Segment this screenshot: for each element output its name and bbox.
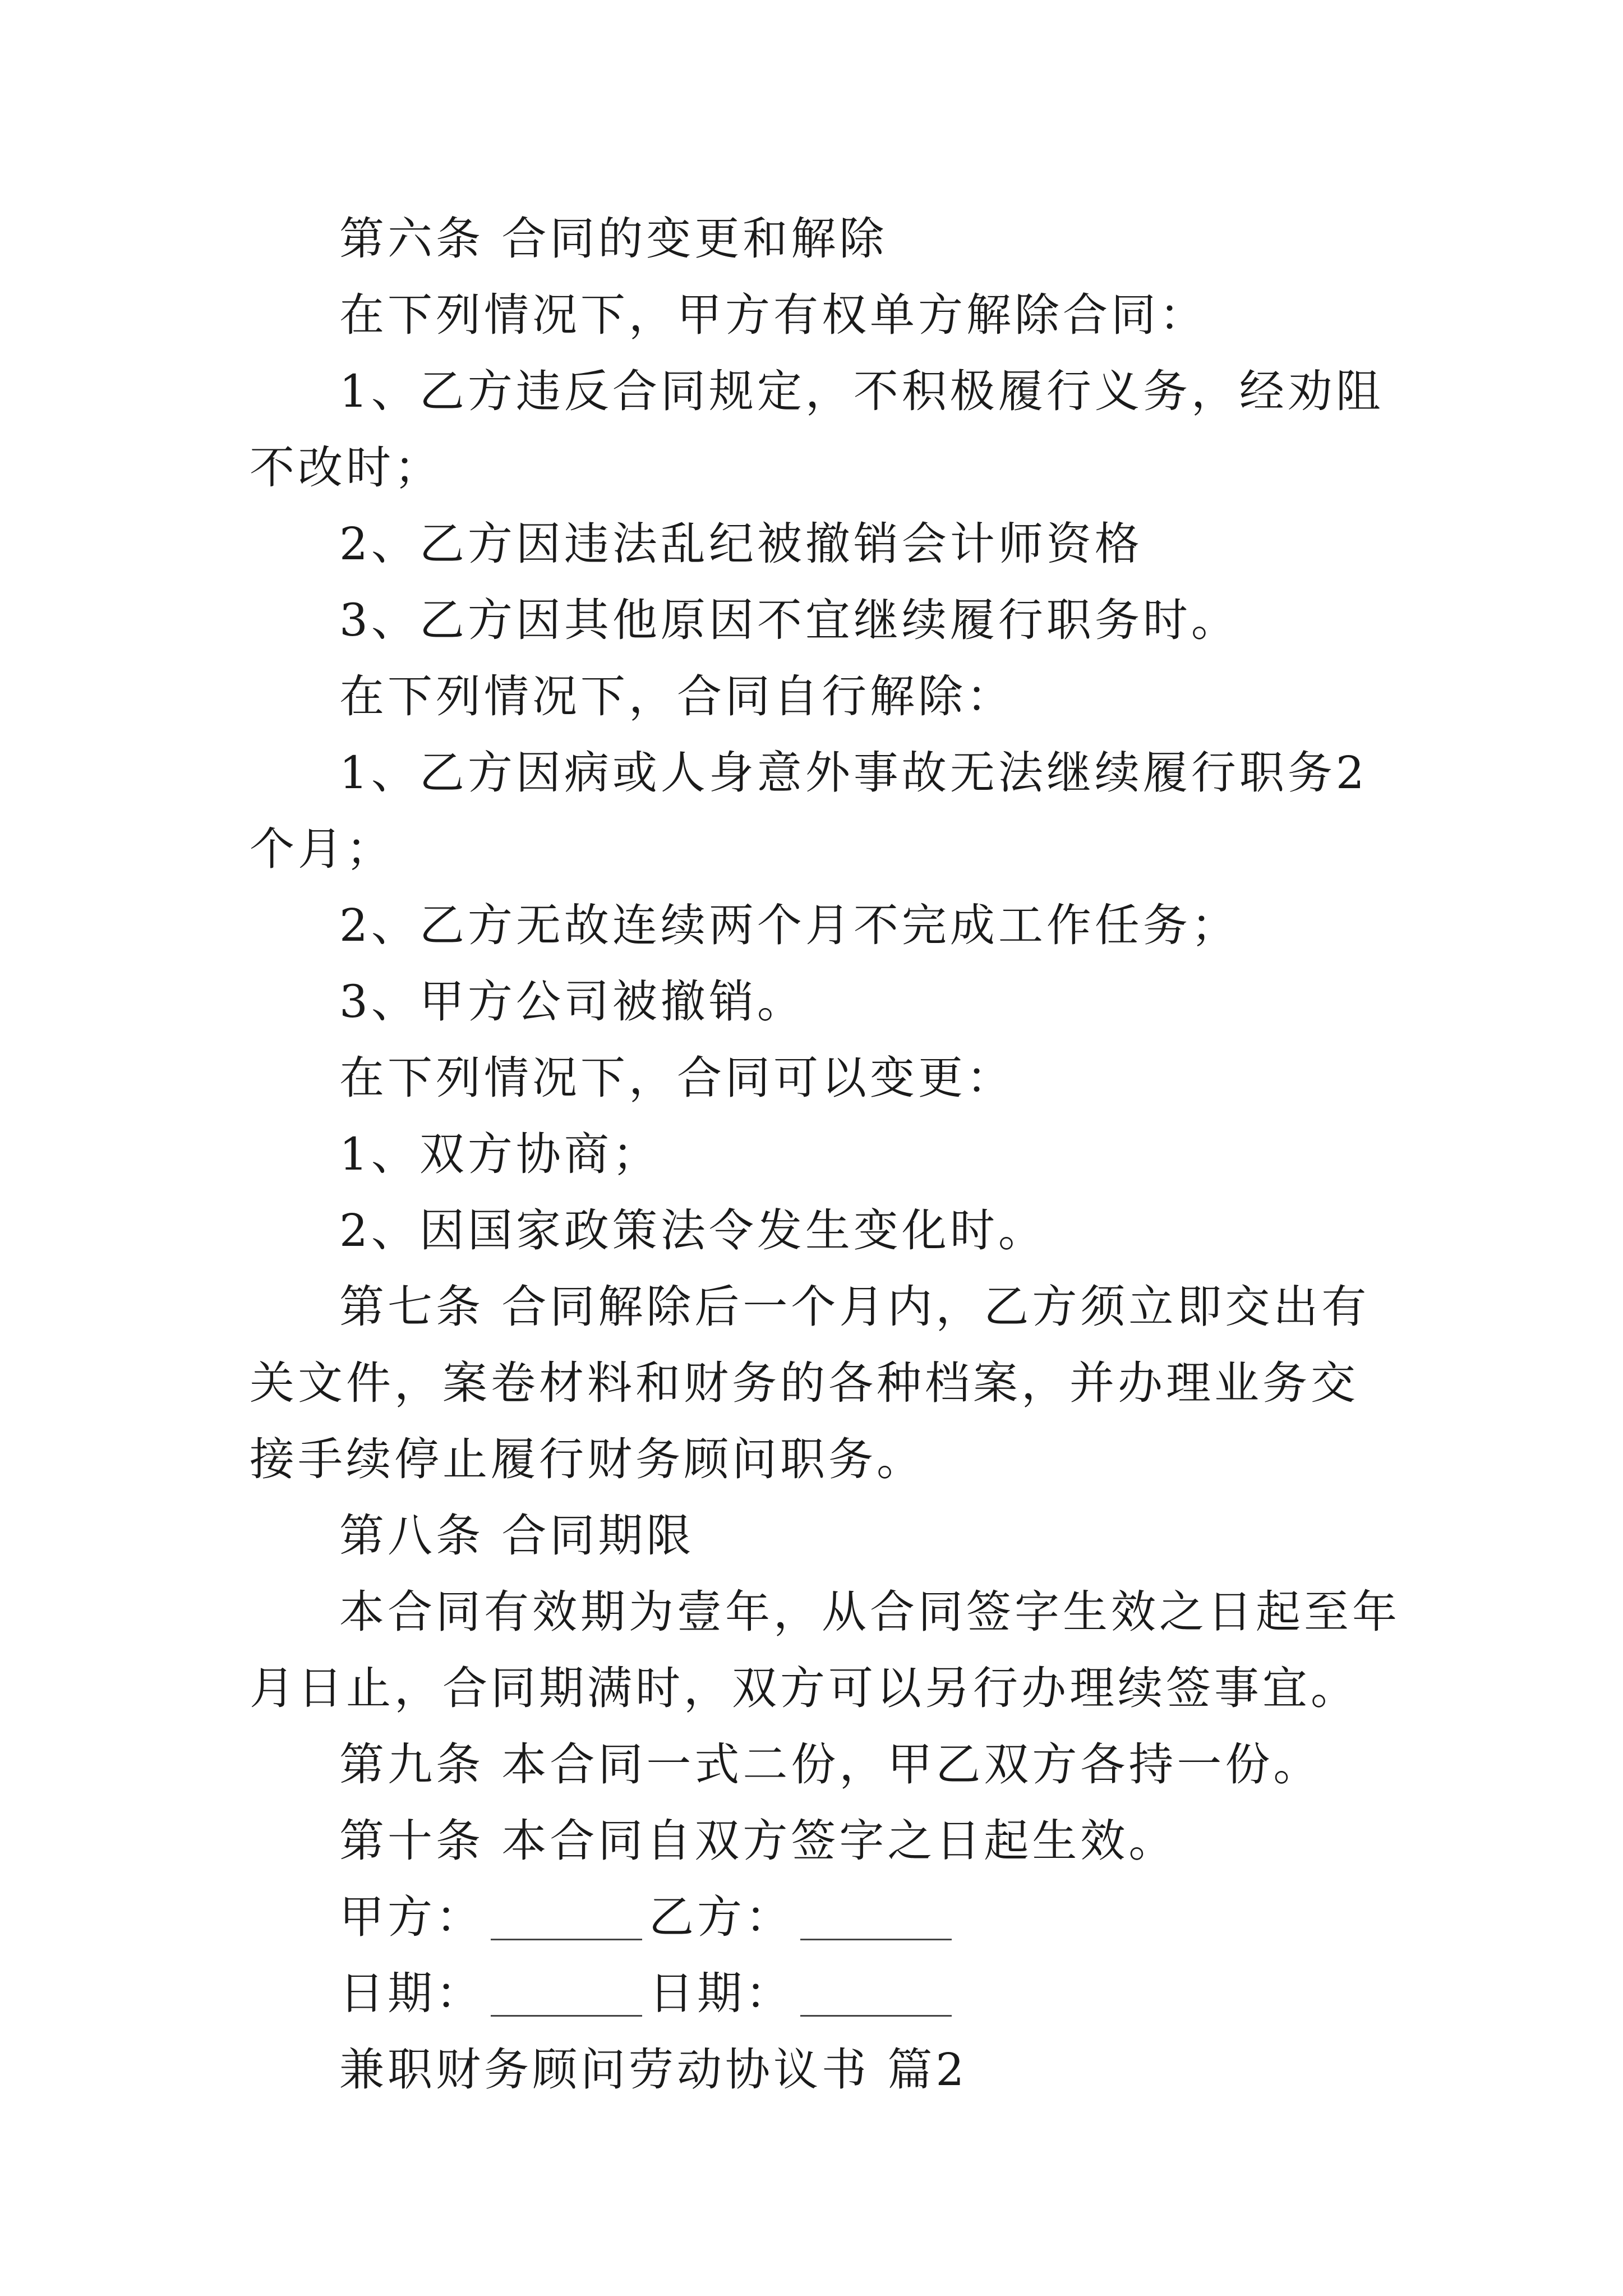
contract-term-paragraph: 本合同有效期为壹年，从合同签字生效之日起至年月日止，合同期满时，双方可以另行办理续签事宜。 — [250, 1586, 1400, 1714]
date-b-label: 日期： — [649, 1967, 794, 2019]
list-item: 2、乙方因违法乱纪被撤销会计师资格 — [339, 518, 1143, 570]
contract-change-intro: 在下列情况下，合同可以变更： — [339, 1052, 1015, 1104]
list-item: 1、乙方违反合同规定，不积极履行义务，经劝阻不改时； — [250, 365, 1384, 494]
unilateral-termination-intro: 在下列情况下，甲方有权单方解除合同： — [339, 289, 1207, 341]
article-8-heading: 第八条 合同期限 — [339, 1510, 695, 1562]
article-9-paragraph: 第九条 本合同一式二份，甲乙双方各持一份。 — [339, 1738, 1322, 1791]
date-line — [250, 1955, 1405, 2032]
document-body — [250, 201, 1405, 2108]
list-item: 3、乙方因其他原因不宜继续履行职务时。 — [339, 594, 1239, 646]
party-a-blank — [491, 1905, 642, 1940]
next-agreement-heading: 兼职财务顾问劳动协议书 篇2 — [339, 2044, 968, 2096]
party-b-blank — [800, 1905, 952, 1940]
article-10-paragraph: 第十条 本合同自双方签字之日起生效。 — [339, 1815, 1177, 1867]
list-item: 1、乙方因病或人身意外事故无法继续履行职务2个月； — [250, 747, 1368, 875]
automatic-termination-intro: 在下列情况下，合同自行解除： — [339, 670, 1015, 723]
list-item: 2、因国家政策法令发生变化时。 — [339, 1204, 1046, 1257]
signature-line — [250, 1879, 1405, 1955]
party-a-label: 甲方： — [339, 1891, 484, 1943]
party-b-label: 乙方： — [649, 1891, 794, 1943]
article-6-heading: 第六条 合同的变更和解除 — [339, 213, 888, 265]
date-a-blank — [491, 1981, 642, 2017]
list-item: 3、甲方公司被撤销。 — [339, 976, 805, 1028]
date-b-blank — [800, 1981, 952, 2017]
date-a-label: 日期： — [339, 1967, 484, 2019]
list-item: 2、乙方无故连续两个月不完成工作任务； — [339, 899, 1239, 951]
article-7-paragraph: 第七条 合同解除后一个月内，乙方须立即交出有关文件，案卷材料和财务的各种档案，并办理业务交接手续停止履行财务顾问职务。 — [250, 1281, 1370, 1485]
list-item: 1、双方协商； — [339, 1128, 661, 1180]
